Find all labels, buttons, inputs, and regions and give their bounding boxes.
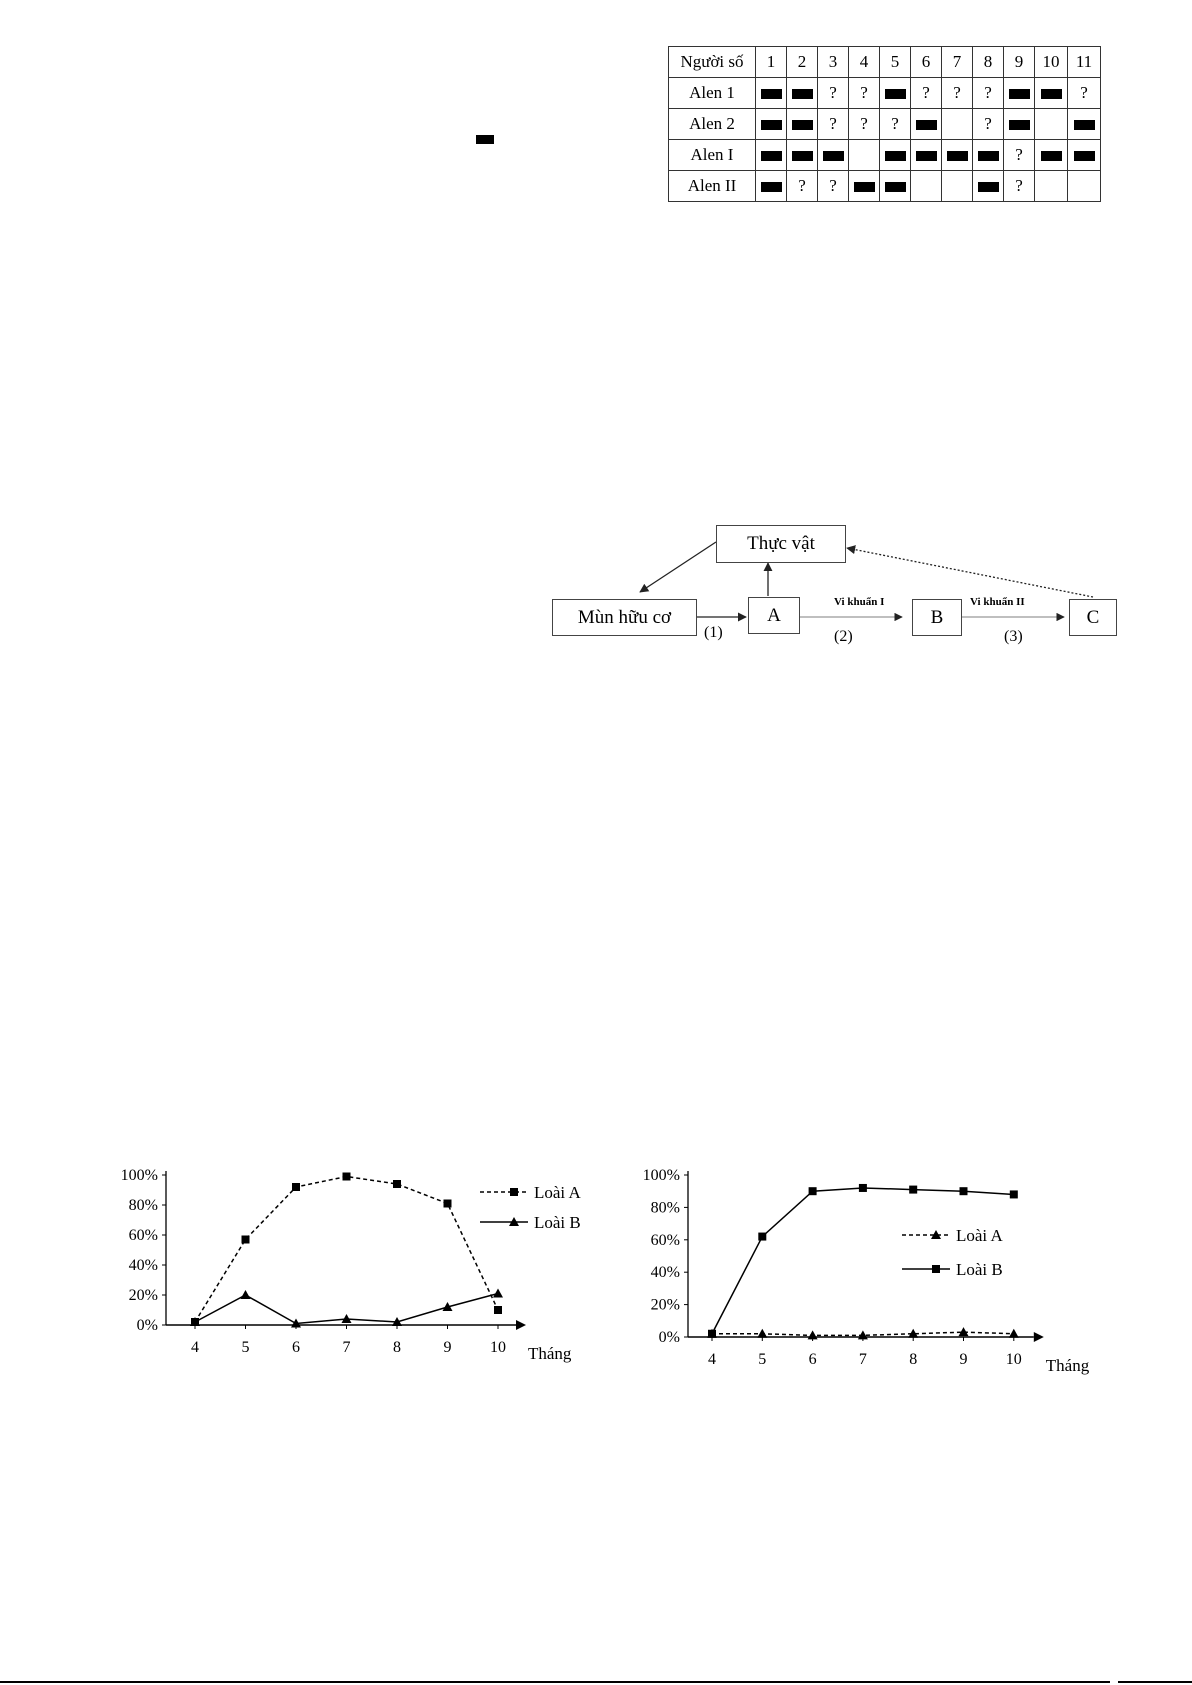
y-tick-label: 80% — [128, 1197, 158, 1214]
gel-table-person-6: 6 — [911, 47, 942, 78]
gel-cell-unknown: ? — [1004, 171, 1035, 202]
arrow-c-to-plant — [847, 548, 1093, 597]
data-point-marker — [758, 1233, 766, 1241]
x-tick-label: 7 — [858, 1351, 867, 1368]
x-tick-label: 8 — [393, 1339, 401, 1356]
gel-table-person-3: 3 — [818, 47, 849, 78]
node-humus-label: Mùn hữu cơ — [577, 606, 672, 628]
x-tick-label: 4 — [191, 1339, 199, 1356]
data-point-marker — [1009, 1329, 1019, 1338]
x-tick-label: 10 — [490, 1339, 506, 1356]
gel-cell-unknown: ? — [818, 78, 849, 109]
y-tick-label: 100% — [120, 1167, 158, 1184]
y-tick-label: 80% — [650, 1199, 680, 1217]
series-line-Loài-A — [195, 1177, 498, 1323]
step-3-label: (3) — [1004, 628, 1023, 645]
data-point-marker — [909, 1186, 917, 1194]
y-tick-label: 0% — [136, 1317, 158, 1334]
x-tick-label: 6 — [808, 1351, 817, 1368]
gel-cell-unknown: ? — [818, 171, 849, 202]
gel-cell-unknown: ? — [1068, 78, 1101, 109]
gel-cell-unknown: ? — [911, 78, 942, 109]
legend-label: Loài B — [534, 1213, 581, 1232]
legend-label: Loài A — [956, 1226, 1003, 1245]
gel-cell-unknown: ? — [849, 109, 880, 140]
data-point-marker — [809, 1187, 817, 1195]
data-point-marker — [960, 1187, 968, 1195]
x-tick-label: 6 — [292, 1339, 300, 1356]
y-tick-label: 40% — [128, 1257, 158, 1274]
x-axis-arrow-icon — [1034, 1332, 1044, 1342]
gel-table-person-4: 4 — [849, 47, 880, 78]
y-tick-label: 20% — [650, 1296, 680, 1314]
node-plant — [716, 525, 846, 563]
node-b-label: B — [930, 606, 944, 628]
gel-table-person-9: 9 — [1004, 47, 1035, 78]
node-humus — [552, 599, 697, 636]
page-bottom-rule — [0, 1681, 1110, 1683]
x-axis-arrow-icon — [516, 1320, 526, 1330]
x-tick-label: 10 — [1005, 1351, 1022, 1368]
y-tick-label: 20% — [128, 1287, 158, 1304]
step-2-label: (2) — [834, 628, 853, 645]
x-tick-label: 9 — [443, 1339, 452, 1356]
data-point-marker — [1010, 1190, 1018, 1198]
gel-table-person-1: 1 — [756, 47, 787, 78]
gel-cell-unknown: ? — [942, 78, 973, 109]
gel-table-person-11: 11 — [1068, 47, 1101, 78]
page-bottom-rule-right — [1118, 1681, 1192, 1683]
data-point-marker — [241, 1290, 251, 1299]
node-plant-label: Thực vật — [747, 533, 815, 554]
gel-table-row-label: Alen 1 — [669, 78, 756, 109]
gel-table-person-5: 5 — [880, 47, 911, 78]
node-c — [1069, 599, 1117, 636]
data-point-marker — [292, 1183, 300, 1191]
x-tick-label: 5 — [758, 1351, 767, 1368]
y-tick-label: 0% — [658, 1329, 680, 1346]
y-tick-label: 60% — [128, 1227, 158, 1244]
x-tick-label: 4 — [708, 1351, 716, 1368]
x-tick-label: 5 — [241, 1339, 250, 1356]
gel-table-row-label: Alen 2 — [669, 109, 756, 140]
gel-cell-unknown: ? — [973, 78, 1004, 109]
gel-cell-unknown: ? — [973, 109, 1004, 140]
gel-cell-unknown: ? — [1004, 140, 1035, 171]
legend-marker — [932, 1265, 940, 1273]
x-tick-label: 7 — [342, 1339, 351, 1356]
gel-cell-unknown: ? — [818, 109, 849, 140]
node-a-label: A — [767, 604, 781, 626]
legend-label: Loài A — [534, 1183, 581, 1202]
data-point-marker — [493, 1289, 503, 1298]
y-tick-label: 40% — [650, 1264, 680, 1282]
data-point-marker — [444, 1200, 452, 1208]
legend-label: Loài B — [956, 1260, 1003, 1279]
node-b — [912, 599, 962, 636]
bacteria-2-label: Vi khuẩn II — [970, 596, 1025, 608]
data-point-marker — [393, 1180, 401, 1188]
data-point-marker — [242, 1236, 250, 1244]
y-tick-label: 60% — [650, 1231, 680, 1249]
data-point-marker — [343, 1173, 351, 1181]
gel-table-person-7: 7 — [942, 47, 973, 78]
data-point-marker — [708, 1330, 716, 1338]
data-point-marker — [808, 1330, 818, 1339]
data-point-marker — [757, 1329, 767, 1338]
gel-table-header-label: Người số — [669, 47, 756, 78]
node-a — [748, 597, 800, 634]
chart-1-species-ratio — [80, 1160, 600, 1380]
data-point-marker — [494, 1306, 502, 1314]
x-tick-label: 8 — [909, 1351, 918, 1368]
x-tick-label: 9 — [959, 1351, 968, 1368]
gel-table-person-10: 10 — [1035, 47, 1068, 78]
gel-table-person-2: 2 — [787, 47, 818, 78]
y-tick-label: 100% — [642, 1167, 680, 1184]
gel-cell-unknown: ? — [787, 171, 818, 202]
x-axis-label: Tháng — [1045, 1356, 1090, 1375]
legend-marker — [510, 1188, 518, 1196]
node-c-label: C — [1086, 606, 1100, 628]
gel-cell-unknown: ? — [849, 78, 880, 109]
gel-table-person-8: 8 — [973, 47, 1004, 78]
chart-2-species-ratio — [612, 1160, 1132, 1380]
bacteria-1-label: Vi khuẩn I — [834, 596, 885, 608]
arrow-plant-to-humus — [640, 542, 716, 592]
gel-cell-unknown: ? — [880, 109, 911, 140]
diagram-arrows — [0, 0, 1192, 700]
step-1-label: (1) — [704, 624, 723, 641]
gel-table-row-label: Alen I — [669, 140, 756, 171]
gel-table-row-label: Alen II — [669, 171, 756, 202]
data-point-marker — [859, 1184, 867, 1192]
x-axis-label: Tháng — [528, 1344, 572, 1363]
